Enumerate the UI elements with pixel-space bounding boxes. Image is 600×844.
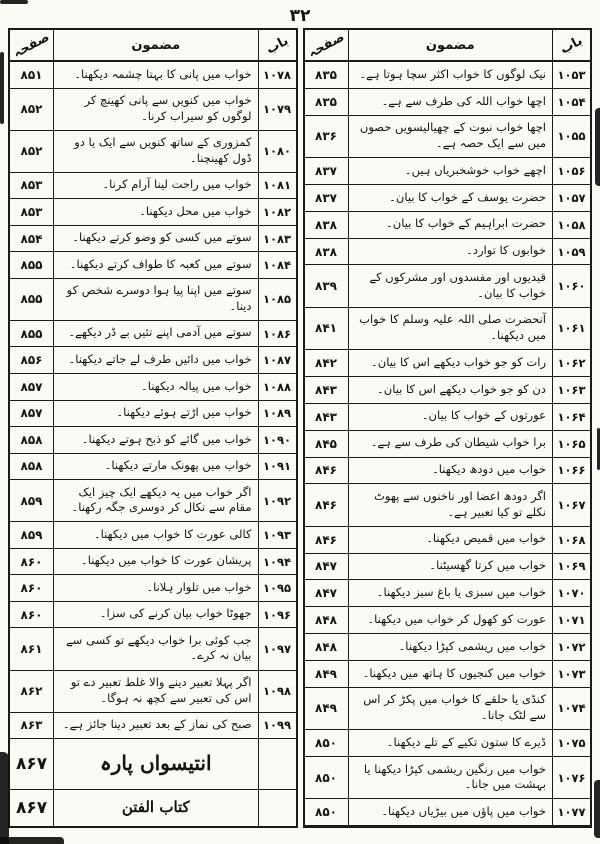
chapter-number-cell: ۱۰۵۵ xyxy=(552,116,590,157)
page-number-cell: ۸۵۶ xyxy=(10,347,54,373)
page-number-cell: ۸۵۰ xyxy=(305,799,349,825)
topic-cell: اچھے خواب خوشخبریاں ہیں۔ xyxy=(404,162,546,177)
table-row xyxy=(305,661,591,688)
chapter-number-cell: ۱۰۶۹ xyxy=(552,554,590,580)
page-number-cell: ۸۶۰ xyxy=(10,602,54,628)
page-number-cell: ۸۴۸ xyxy=(305,634,349,660)
kitab-page-number: ۸۶۷ xyxy=(10,790,54,826)
table-row xyxy=(10,454,296,481)
page-number-cell: ۸۴۹ xyxy=(305,661,349,687)
index-tables xyxy=(8,28,592,828)
page-number-cell: ۸۵۹ xyxy=(10,480,54,521)
topic-cell: کالی عورت کا خواب میں دیکھنا۔ xyxy=(93,526,252,541)
table-row xyxy=(305,799,591,826)
topic-cell: خواب میں رنگین ریشمی کپڑا دیکھنا یا بہشت میں جانا۔ xyxy=(363,761,546,792)
table-row xyxy=(10,62,296,89)
chapter-number-cell: ۱۰۷۰ xyxy=(552,580,590,606)
page-number-cell: ۸۵۴ xyxy=(10,226,54,252)
topic-cell: اچھا خواب نبوت کے چھیالیسویں حصوں میں سے ایک حصہ ہے۔ xyxy=(359,120,546,150)
chapter-number-cell: ۱۰۶۳ xyxy=(552,377,590,403)
chapter-number-cell: ۱۰۶۲ xyxy=(552,350,590,376)
table-row xyxy=(305,185,591,212)
page-number-cell: ۸۴۷ xyxy=(305,580,349,606)
topic-cell: برا خواب شیطان کی طرف سے ہے۔ xyxy=(370,435,546,450)
page-number-cell: ۸۳۷ xyxy=(305,158,349,184)
table-row xyxy=(10,226,296,253)
page-number-cell: ۸۴۵ xyxy=(305,431,349,457)
topic-cell: خواب میں کنویں سے پانی کھینچ کر لوگوں کو سیراب کرنا۔ xyxy=(84,93,252,123)
table-header-row xyxy=(305,30,591,62)
topic-cell: خواب میں پھونک مارتے دیکھنا۔ xyxy=(104,458,252,473)
table-body xyxy=(305,62,591,826)
page-number-cell: ۸۵۵ xyxy=(10,252,54,278)
table-row xyxy=(305,458,591,485)
topic-cell: خواب میں پاؤں میں بیڑیاں دیکھنا۔ xyxy=(381,804,546,818)
topic-cell: سوتے میں کسی کو وضو کرتے دیکھنا۔ xyxy=(72,230,252,245)
topic-cell: حضرت یوسف کے خواب کا بیان۔ xyxy=(389,189,546,204)
topic-cell: دن کو جو خواب دیکھے اس کا بیان۔ xyxy=(377,381,546,396)
topic-cell: کمزوری کے ساتھ کنویں سے ایک یا دو ڈول کھینچنا۔ xyxy=(74,135,252,165)
kitab-heading-row xyxy=(10,790,296,826)
page-number-cell: ۸۵۵ xyxy=(10,279,54,320)
page-number-cell: ۸۵۷ xyxy=(10,374,54,400)
chapter-number-cell: ۱۰۵۸ xyxy=(552,212,590,238)
table-row xyxy=(305,308,591,350)
page-number-cell: ۸۵۲ xyxy=(10,89,54,130)
topic-cell: خواب میں پیالہ دیکھنا۔ xyxy=(140,378,252,393)
table-row xyxy=(305,431,591,458)
chapter-number-cell: ۱۰۷۱ xyxy=(552,607,590,633)
page-number-cell: ۸۳۸ xyxy=(305,212,349,238)
chapter-number-cell: ۱۰۶۱ xyxy=(552,308,590,349)
chapter-number-cell: ۱۰۷۶ xyxy=(552,757,590,798)
topic-cell: خواب میں راحت لینا آرام کرنا۔ xyxy=(102,177,252,192)
chapter-number-cell: ۱۰۶۴ xyxy=(552,404,590,430)
topic-cell: پریشان عورت کا خواب میں دیکھنا۔ xyxy=(80,553,252,568)
chapter-number-cell: ۱۰۷۹ xyxy=(258,89,296,130)
chapter-number-cell: ۱۰۹۵ xyxy=(258,575,296,601)
column-header-mazmoon: مضمون xyxy=(131,37,181,53)
chapter-number-cell: ۱۰۷۸ xyxy=(258,62,296,88)
topic-cell: کنڈی یا حلقے کا خواب میں پکڑ کر اس سے لٹک جانا۔ xyxy=(363,692,546,722)
chapter-number-cell: ۱۰۷۷ xyxy=(552,799,590,825)
table-row xyxy=(305,239,591,266)
topic-cell: خواب میں پانی کا بہتا چشمہ دیکھنا۔ xyxy=(74,66,252,81)
table-row xyxy=(305,580,591,607)
page-number-cell: ۸۵۸ xyxy=(10,427,54,453)
topic-cell: اچھا خواب اللہ کی طرف سے ہے۔ xyxy=(381,93,546,108)
chapter-number-cell: ۱۰۷۴ xyxy=(552,688,590,729)
table-row xyxy=(10,199,296,226)
page-number-cell: ۸۴۳ xyxy=(305,377,349,403)
chapter-number-cell: ۱۰۶۰ xyxy=(552,265,590,306)
table-row xyxy=(305,350,591,377)
table-row xyxy=(10,522,296,549)
table-row xyxy=(305,265,591,307)
column-header-safha: صفحہ xyxy=(10,29,53,61)
chapter-number-cell: ۱۰۸۲ xyxy=(258,199,296,225)
topic-cell: صبح کی نماز کے بعد تعبیر دینا جائز ہے۔ xyxy=(62,717,252,732)
page-number-cell: ۸۴۹ xyxy=(305,688,349,729)
table-row xyxy=(305,527,591,554)
topic-cell: آنحضرت صلی اللہ علیہ وسلم کا خواب میں دیکھنا۔ xyxy=(359,312,546,342)
page-number-cell: ۸۴۶ xyxy=(305,527,349,553)
chapter-number-cell: ۱۰۶۵ xyxy=(552,431,590,457)
page-number-cell: ۸۴۸ xyxy=(305,607,349,633)
page-number-cell: ۸۶۰ xyxy=(10,575,54,601)
chapter-number-cell: ۱۰۶۸ xyxy=(552,527,590,553)
topic-cell: خواب میں دودھ دیکھنا۔ xyxy=(432,462,546,477)
topic-cell: جھوٹا خواب بیان کرنے کی سزا۔ xyxy=(99,606,252,621)
chapter-number-cell: ۱۰۶۶ xyxy=(552,458,590,484)
page-number-cell: ۸۴۳ xyxy=(305,404,349,430)
topic-cell: خواب میں گائے کو ذبح ہوتے دیکھنا۔ xyxy=(81,431,252,446)
chapter-number-cell: ۱۰۹۱ xyxy=(258,454,296,480)
table-row xyxy=(10,374,296,401)
page-number-cell: ۸۶۲ xyxy=(10,671,54,712)
chapter-number-cell: ۱۰۸۳ xyxy=(258,226,296,252)
topic-cell: قیدیوں اور مفسدوں اور مشرکوں کے خواب کا بیان۔ xyxy=(369,270,546,300)
table-row xyxy=(10,549,296,576)
page-number-cell: ۸۳۶ xyxy=(305,116,349,157)
page-number-cell: ۸۳۵ xyxy=(305,62,349,88)
chapter-number-cell: ۱۰۵۹ xyxy=(552,239,590,265)
column-header-mazmoon: مضمون xyxy=(425,37,475,53)
chapter-number-cell: ۱۰۹۸ xyxy=(258,671,296,712)
topic-cell: عورتوں کے خواب کا بیان۔ xyxy=(421,408,546,423)
table-row xyxy=(305,688,591,730)
table-row xyxy=(305,377,591,404)
table-row xyxy=(10,671,296,713)
parah-heading-row xyxy=(10,739,296,790)
chapter-number-cell: ۱۰۹۲ xyxy=(258,480,296,521)
parah-title: انتیسواں پارہ xyxy=(99,751,212,775)
chapter-number-cell: ۱۰۸۸ xyxy=(258,374,296,400)
topic-cell: جب کوئی برا خواب دیکھے تو کسی سے بیان نہ کرے۔ xyxy=(65,632,252,663)
chapter-number-cell: ۱۰۶۷ xyxy=(552,484,590,525)
chapter-number-cell: ۱۰۷۲ xyxy=(552,634,590,660)
topic-cell: خواب میں قمیص دیکھنا۔ xyxy=(426,531,546,546)
topic-cell: سوتے میں اپنا پیا ہوا دوسرے شخص کو دینا۔ xyxy=(66,283,252,313)
page-number-cell: ۸۶۳ xyxy=(10,713,54,739)
parah-page-number: ۸۶۷ xyxy=(10,739,54,789)
table-row xyxy=(305,62,591,89)
chapter-number-cell: ۱۰۵۶ xyxy=(552,158,590,184)
page-number-cell: ۸۵۳ xyxy=(10,173,54,199)
page-number-cell: ۸۳۹ xyxy=(305,265,349,306)
chapter-number-cell: ۱۰۹۷ xyxy=(258,628,296,669)
chapter-number-cell xyxy=(258,739,296,789)
chapter-number-cell xyxy=(258,790,296,826)
chapter-number-cell: ۱۰۵۳ xyxy=(552,62,590,88)
chapter-number-cell: ۱۰۷۵ xyxy=(552,730,590,756)
page-number-cell: ۸۵۹ xyxy=(10,522,54,548)
topic-cell: خواب میں دائیں طرف لے جاتے دیکھنا۔ xyxy=(68,351,252,366)
topic-cell: خواب میں ریشمی کپڑا دیکھنا۔ xyxy=(398,638,546,653)
page-number-cell: ۸۵۰ xyxy=(305,730,349,756)
topic-cell: اگر پہلا تعبیر دینے والا غلط تعبیر دے تو اس کی تعبیر سے کچھ نہ ہوگا۔ xyxy=(70,675,252,705)
scan-artifact xyxy=(0,0,28,4)
table-body xyxy=(10,62,296,739)
table-row xyxy=(305,116,591,158)
chapter-number-cell: ۱۰۸۷ xyxy=(258,347,296,373)
topic-cell: خواب میں محل دیکھنا۔ xyxy=(139,203,252,218)
page-number-cell: ۸۵۰ xyxy=(305,757,349,798)
table-row xyxy=(305,484,591,526)
page-number-cell: ۸۴۲ xyxy=(305,350,349,376)
table-row xyxy=(10,713,296,740)
topic-cell: ڈیرے کا ستون تکیے کے تلے دیکھنا۔ xyxy=(386,734,546,749)
scan-artifact xyxy=(0,752,9,844)
topic-cell: عورت کو کھول کر خواب میں دیکھنا۔ xyxy=(367,611,546,626)
page-number-cell: ۸۴۶ xyxy=(305,458,349,484)
table-row xyxy=(10,628,296,670)
chapter-number-cell: ۱۰۷۳ xyxy=(552,661,590,687)
table-row xyxy=(305,634,591,661)
page-number-cell: ۸۳۷ xyxy=(305,185,349,211)
table-row xyxy=(10,89,296,131)
page-number-cell: ۸۵۳ xyxy=(10,199,54,225)
table-row xyxy=(305,607,591,634)
column-header-bab: باب xyxy=(258,30,296,60)
page-number-cell: ۸۵۷ xyxy=(10,401,54,427)
page-number-cell: ۸۳۸ xyxy=(305,239,349,265)
page-number-cell: ۸۴۷ xyxy=(305,554,349,580)
index-table-part1 xyxy=(303,28,593,828)
page-number-cell: ۸۵۲ xyxy=(10,131,54,172)
topic-cell: خواب میں اڑتے ہوئے دیکھنا۔ xyxy=(116,405,252,420)
table-row xyxy=(305,212,591,239)
page-number-cell: ۸۵۵ xyxy=(10,321,54,347)
table-row xyxy=(10,347,296,374)
chapter-number-cell: ۱۰۸۴ xyxy=(258,252,296,278)
table-row xyxy=(10,279,296,321)
table-row xyxy=(305,554,591,581)
topic-cell: سوتے میں کعبہ کا طواف کرتے دیکھنا۔ xyxy=(69,256,252,271)
index-table-part2 xyxy=(8,28,298,828)
table-row xyxy=(10,401,296,428)
table-row xyxy=(10,252,296,279)
chapter-number-cell: ۱۰۸۵ xyxy=(258,279,296,320)
scan-artifact xyxy=(0,837,64,844)
chapter-number-cell: ۱۰۹۹ xyxy=(258,713,296,739)
page-number-cell: ۸۵۸ xyxy=(10,454,54,480)
topic-cell: خواب میں کرتا گھسیٹنا۔ xyxy=(429,558,546,573)
chapter-number-cell: ۱۰۸۱ xyxy=(258,173,296,199)
table-row xyxy=(10,131,296,173)
chapter-number-cell: ۱۰۸۰ xyxy=(258,131,296,172)
table-row xyxy=(305,730,591,757)
page-number-cell: ۸۳۵ xyxy=(305,89,349,115)
topic-cell: خواب میں تلوار ہلانا۔ xyxy=(146,579,252,594)
chapter-number-cell: ۱۰۵۴ xyxy=(552,89,590,115)
scan-artifact xyxy=(595,108,600,186)
page-number-cell: ۸۵۱ xyxy=(10,62,54,88)
chapter-number-cell: ۱۰۸۹ xyxy=(258,401,296,427)
table-row xyxy=(305,89,591,116)
table-row xyxy=(305,158,591,185)
table-row xyxy=(10,173,296,200)
table-row xyxy=(305,404,591,431)
topic-cell: خواب میں کنجیوں کا ہاتھ میں دیکھنا۔ xyxy=(362,665,546,680)
table-row xyxy=(10,480,296,522)
topic-cell: حضرت ابراہیم کے خواب کا بیان۔ xyxy=(386,216,546,231)
column-header-safha: صفحہ xyxy=(305,29,347,61)
topic-cell: سوتے میں آدمی اپنے تئیں بے ڈر دیکھے۔ xyxy=(68,325,252,340)
table-row xyxy=(10,321,296,348)
table-row xyxy=(10,427,296,454)
column-header-bab: باب xyxy=(552,30,590,60)
page-number-cell: ۸۴۱ xyxy=(305,308,349,349)
table-row xyxy=(10,602,296,629)
page-number: ۳۲ xyxy=(289,6,311,26)
table-row xyxy=(305,757,591,799)
kitab-title: کتاب الفتن xyxy=(121,798,190,817)
chapter-number-cell: ۱۰۹۴ xyxy=(258,549,296,575)
scan-artifact xyxy=(594,780,600,838)
page-number-cell: ۸۴۶ xyxy=(305,484,349,525)
chapter-number-cell: ۱۰۵۷ xyxy=(552,185,590,211)
page-number-cell: ۸۶۱ xyxy=(10,628,54,669)
chapter-number-cell: ۱۰۹۶ xyxy=(258,602,296,628)
table-header-row xyxy=(10,30,296,62)
scan-artifact xyxy=(0,52,4,124)
chapter-number-cell: ۱۰۸۶ xyxy=(258,321,296,347)
topic-cell: رات کو جو خواب دیکھے اس کا بیان۔ xyxy=(371,354,546,369)
topic-cell: نیک لوگوں کا خواب اکثر سچا ہوتا ہے۔ xyxy=(359,66,546,81)
topic-cell: اگر دودھ اعضا اور ناخنوں سے پھوٹ نکلے تو کیا تعبیر ہے۔ xyxy=(374,489,546,519)
topic-cell: خوابوں کا توارد۔ xyxy=(466,243,546,258)
chapter-number-cell: ۱۰۹۳ xyxy=(258,522,296,548)
topic-cell: خواب میں سبزی یا باغ سبز دیکھنا۔ xyxy=(376,585,546,600)
page-number-cell: ۸۶۰ xyxy=(10,549,54,575)
topic-cell: اگر خواب میں یہ دیکھے ایک چیز ایک مقام سے نکال کر دوسری جگہ رکھنا۔ xyxy=(71,484,252,515)
table-row xyxy=(10,575,296,602)
chapter-number-cell: ۱۰۹۰ xyxy=(258,427,296,453)
